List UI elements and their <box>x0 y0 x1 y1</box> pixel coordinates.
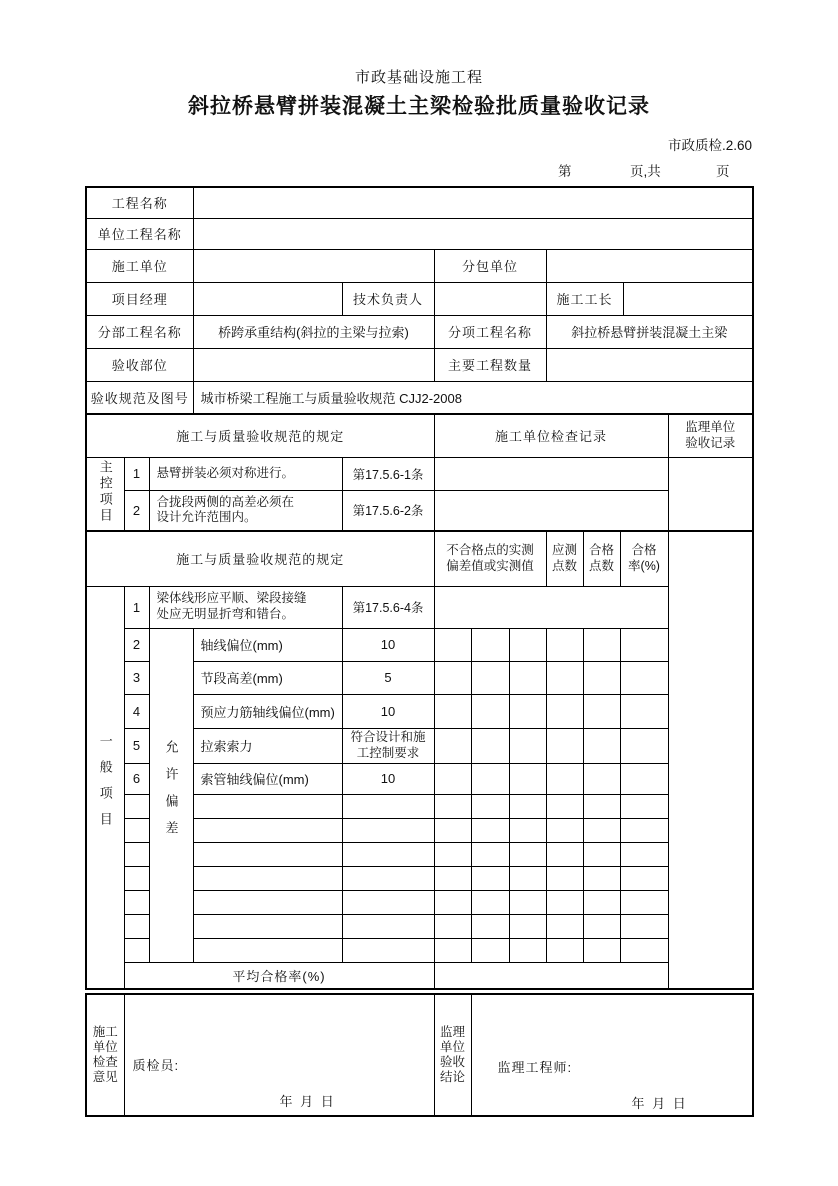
technical-director-label: 技术负责人 <box>342 282 434 315</box>
general-empty-desc[interactable] <box>193 890 342 914</box>
deviation-input[interactable] <box>471 794 509 818</box>
construction-unit-label: 施工单位 <box>86 249 193 282</box>
unit-project-name-input[interactable] <box>193 218 753 249</box>
master-item-clause: 第17.5.6-2条 <box>342 490 434 531</box>
deviation-input[interactable] <box>509 842 546 866</box>
master-supervision-record-input[interactable] <box>668 457 753 531</box>
rate-input[interactable] <box>620 794 668 818</box>
master-check-record-1-input[interactable] <box>434 457 668 490</box>
qualified-input[interactable] <box>583 694 620 728</box>
points-input[interactable] <box>546 794 583 818</box>
points-input[interactable] <box>546 914 583 938</box>
deviation-input[interactable] <box>509 818 546 842</box>
general-empty-value[interactable] <box>342 890 434 914</box>
project-name-input[interactable] <box>193 187 753 218</box>
points-input[interactable] <box>546 890 583 914</box>
rate-input[interactable] <box>620 866 668 890</box>
master-item-no: 1 <box>124 457 149 490</box>
rate-header: 合格率(%) <box>620 531 668 586</box>
signoff-table <box>85 993 754 1117</box>
foreman-label: 施工工长 <box>546 282 623 315</box>
qualified-input[interactable] <box>583 842 620 866</box>
points-input[interactable] <box>546 694 583 728</box>
deviation-input[interactable] <box>434 628 471 661</box>
rate-input[interactable] <box>620 728 668 763</box>
qualified-input[interactable] <box>583 661 620 694</box>
general-empty-desc[interactable] <box>193 818 342 842</box>
technical-director-input[interactable] <box>434 282 546 315</box>
general-empty-no[interactable] <box>124 818 149 842</box>
master-item-desc: 悬臂拼装必须对称进行。 <box>149 457 342 490</box>
subdivision-name-value: 斜拉桥悬臂拼装混凝土主梁 <box>546 315 753 348</box>
general-empty-no[interactable] <box>124 866 149 890</box>
supervisor-label: 监理工程师: <box>497 1060 573 1075</box>
deviation-input[interactable] <box>509 694 546 728</box>
deviation-input[interactable] <box>434 818 471 842</box>
page-word-ye: 页 <box>716 164 730 179</box>
info-table <box>85 186 754 415</box>
rate-input[interactable] <box>620 694 668 728</box>
general-empty-no[interactable] <box>124 842 149 866</box>
qualified-header: 合格点数 <box>583 531 620 586</box>
points-input[interactable] <box>546 818 583 842</box>
deviation-input[interactable] <box>434 866 471 890</box>
deviation-input[interactable] <box>434 694 471 728</box>
project-manager-label: 项目经理 <box>86 282 193 315</box>
supervisor-signature-area[interactable] <box>471 994 753 1116</box>
general-empty-desc[interactable] <box>193 866 342 890</box>
general-item-value: 5 <box>342 661 434 694</box>
deviation-input[interactable] <box>509 866 546 890</box>
general-item-no: 1 <box>124 586 149 628</box>
acceptance-part-input[interactable] <box>193 348 434 381</box>
qualified-input[interactable] <box>583 628 620 661</box>
general-item-clause: 第17.5.6-4条 <box>342 586 434 628</box>
deviation-input[interactable] <box>509 728 546 763</box>
master-items-table <box>85 413 754 532</box>
points-input[interactable] <box>546 661 583 694</box>
qualified-input[interactable] <box>583 763 620 794</box>
deviation-input[interactable] <box>509 628 546 661</box>
deviation-input[interactable] <box>434 728 471 763</box>
general-empty-value[interactable] <box>342 794 434 818</box>
construction-opinion-label: 施工单位检查意见 <box>86 994 124 1116</box>
master-check-record-2-input[interactable] <box>434 490 668 531</box>
form-subtitle: 市政基础设施工程 <box>354 69 483 86</box>
qualified-input[interactable] <box>583 728 620 763</box>
general-empty-value[interactable] <box>342 938 434 962</box>
points-input[interactable] <box>546 728 583 763</box>
general-empty-no[interactable] <box>124 794 149 818</box>
rate-input[interactable] <box>620 890 668 914</box>
general-item-value: 10 <box>342 763 434 794</box>
general-item-desc: 梁体线形应平顺、梁段接缝处应无明显折弯和错台。 <box>149 586 342 628</box>
general-item-value: 10 <box>342 694 434 728</box>
page-title: 斜拉桥悬臂拼装混凝土主梁检验批质量验收记录 <box>188 95 650 118</box>
division-name-label: 分部工程名称 <box>86 315 193 348</box>
points-header: 应测点数 <box>546 531 583 586</box>
deviation-input[interactable] <box>434 842 471 866</box>
spec-value: 城市桥梁工程施工与质量验收规范 CJJ2-2008 <box>193 381 753 414</box>
construction-unit-input[interactable] <box>193 249 434 282</box>
average-rate-label: 平均合格率(%) <box>124 962 434 989</box>
deviation-input[interactable] <box>509 890 546 914</box>
deviation-input[interactable] <box>471 763 509 794</box>
master-item-desc: 合拢段两侧的高差必须在设计允许范围内。 <box>149 490 342 531</box>
general-empty-no[interactable] <box>124 890 149 914</box>
rate-input[interactable] <box>620 938 668 962</box>
master-item-clause: 第17.5.6-1条 <box>342 457 434 490</box>
qualified-input[interactable] <box>583 818 620 842</box>
general-item-desc: 索管轴线偏位(mm) <box>193 763 342 794</box>
general-items-table <box>85 530 754 990</box>
rate-input[interactable] <box>620 842 668 866</box>
general-empty-desc[interactable] <box>193 842 342 866</box>
general-empty-desc[interactable] <box>193 938 342 962</box>
deviation-input[interactable] <box>434 661 471 694</box>
main-quantity-label: 主要工程数量 <box>434 348 546 381</box>
general-item-value: 10 <box>342 628 434 661</box>
qualified-input[interactable] <box>583 890 620 914</box>
general-category-label: 一般项目 <box>86 586 124 989</box>
rate-input[interactable] <box>620 818 668 842</box>
inspector-label: 质检员: <box>132 1058 180 1073</box>
general-empty-value[interactable] <box>342 914 434 938</box>
qualified-input[interactable] <box>583 866 620 890</box>
deviation-input[interactable] <box>471 628 509 661</box>
deviation-input[interactable] <box>509 661 546 694</box>
subdivision-name-label: 分项工程名称 <box>434 315 546 348</box>
subcontract-unit-input[interactable] <box>546 249 753 282</box>
page-word-yegong: 页,共 <box>630 164 661 179</box>
deviation-input[interactable] <box>471 914 509 938</box>
spec-label: 验收规范及图号 <box>86 381 193 414</box>
subcontract-unit-label: 分包单位 <box>434 249 546 282</box>
deviation-input[interactable] <box>471 661 509 694</box>
points-input[interactable] <box>546 763 583 794</box>
master-spec-header: 施工与质量验收规范的规定 <box>86 414 434 457</box>
main-quantity-input[interactable] <box>546 348 753 381</box>
page-word-di: 第 <box>558 164 572 179</box>
qualified-input[interactable] <box>583 938 620 962</box>
general-spec-header: 施工与质量验收规范的规定 <box>86 531 434 586</box>
general-empty-no[interactable] <box>124 914 149 938</box>
construction-date-line: 年 月 日 <box>279 1094 336 1109</box>
deviation-input[interactable] <box>471 728 509 763</box>
general-item-desc: 拉索索力 <box>193 728 342 763</box>
general-empty-value[interactable] <box>342 842 434 866</box>
division-name-value: 桥跨承重结构(斜拉的主梁与拉索) <box>193 315 434 348</box>
general-item-no: 3 <box>124 661 149 694</box>
rate-input[interactable] <box>620 661 668 694</box>
deviation-input[interactable] <box>509 938 546 962</box>
general-item-desc: 预应力筋轴线偏位(mm) <box>193 694 342 728</box>
general-supervision-record-input[interactable] <box>668 531 753 989</box>
general-empty-desc[interactable] <box>193 914 342 938</box>
deviation-input[interactable] <box>434 763 471 794</box>
master-category-label: 主控项目 <box>86 457 124 531</box>
inspector-signature-area[interactable] <box>124 994 434 1116</box>
acceptance-part-label: 验收部位 <box>86 348 193 381</box>
qualified-input[interactable] <box>583 914 620 938</box>
deviation-input[interactable] <box>471 938 509 962</box>
points-input[interactable] <box>546 842 583 866</box>
project-manager-input[interactable] <box>193 282 342 315</box>
deviation-input[interactable] <box>471 866 509 890</box>
general-item-no: 6 <box>124 763 149 794</box>
general-item-desc: 轴线偏位(mm) <box>193 628 342 661</box>
supervision-date-line: 年 月 日 <box>631 1096 688 1111</box>
rate-input[interactable] <box>620 914 668 938</box>
qualified-input[interactable] <box>583 794 620 818</box>
master-supervision-header: 监理单位验收记录 <box>668 414 753 457</box>
general-check-record-input[interactable] <box>434 586 668 628</box>
tolerance-label: 允许偏差 <box>149 628 193 962</box>
deviation-header: 不合格点的实测偏差值或实测值 <box>434 531 546 586</box>
deviation-input[interactable] <box>471 694 509 728</box>
general-empty-value[interactable] <box>342 818 434 842</box>
deviation-input[interactable] <box>509 794 546 818</box>
master-item-no: 2 <box>124 490 149 531</box>
rate-input[interactable] <box>620 628 668 661</box>
points-input[interactable] <box>546 628 583 661</box>
general-empty-no[interactable] <box>124 938 149 962</box>
deviation-input[interactable] <box>471 818 509 842</box>
deviation-input[interactable] <box>471 890 509 914</box>
deviation-input[interactable] <box>509 763 546 794</box>
rate-input[interactable] <box>620 763 668 794</box>
general-item-desc: 节段高差(mm) <box>193 661 342 694</box>
general-item-no: 5 <box>124 728 149 763</box>
deviation-input[interactable] <box>434 794 471 818</box>
foreman-input[interactable] <box>623 282 753 315</box>
deviation-input[interactable] <box>434 890 471 914</box>
form-code: 市政质检.2.60 <box>667 138 752 153</box>
general-item-no: 2 <box>124 628 149 661</box>
general-item-no: 4 <box>124 694 149 728</box>
master-check-header: 施工单位检查记录 <box>434 414 668 457</box>
points-input[interactable] <box>546 938 583 962</box>
points-input[interactable] <box>546 866 583 890</box>
project-name-label: 工程名称 <box>86 187 193 218</box>
average-rate-input[interactable] <box>434 962 668 989</box>
deviation-input[interactable] <box>509 914 546 938</box>
deviation-input[interactable] <box>471 842 509 866</box>
general-item-value: 符合设计和施工控制要求 <box>342 728 434 763</box>
supervision-conclusion-label: 监理单位验收结论 <box>434 994 471 1116</box>
unit-project-name-label: 单位工程名称 <box>86 218 193 249</box>
general-empty-value[interactable] <box>342 866 434 890</box>
general-empty-desc[interactable] <box>193 794 342 818</box>
deviation-input[interactable] <box>434 938 471 962</box>
deviation-input[interactable] <box>434 914 471 938</box>
